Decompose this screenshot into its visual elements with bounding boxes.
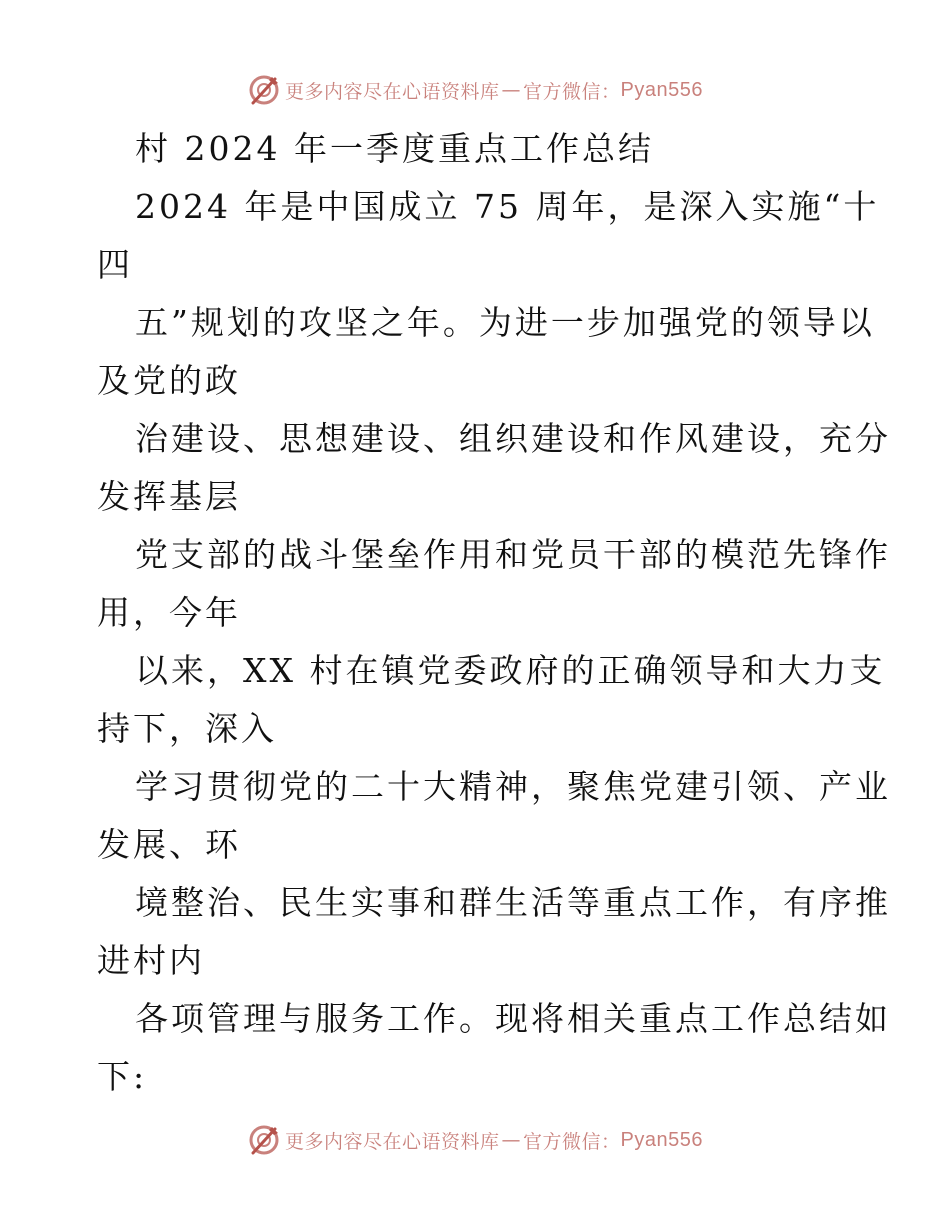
watermark-text: 更多内容尽在心语资料库 — [285, 80, 500, 103]
wechat-id: Pyan556 — [620, 1128, 703, 1151]
text-line: 以来，XX 村在镇党委政府的正确领导和大力支 — [135, 651, 886, 690]
text-line: 发展、环 — [97, 825, 241, 864]
text-line: 发挥基层 — [97, 477, 241, 516]
text-line: 学习贯彻党的二十大精神，聚焦党建引领、产业 — [135, 767, 891, 806]
brush-pen-logo-icon — [247, 73, 281, 107]
text-line: 2024 年是中国成立 75 周年，是深入实施“十 — [135, 187, 880, 226]
brush-pen-logo-icon — [247, 1123, 281, 1157]
text-line: 及党的政 — [97, 361, 241, 400]
text-line: 持下，深入 — [97, 709, 277, 748]
text-line: 四 — [97, 245, 133, 284]
text-line: 境整治、民生实事和群生活等重点工作，有序推 — [135, 883, 891, 922]
header-watermark-banner — [0, 70, 950, 110]
text-line: 各项管理与服务工作。现将相关重点工作总结如 — [135, 999, 891, 1038]
text-line: 进村内 — [97, 941, 205, 980]
text-line: 用，今年 — [97, 593, 241, 632]
watermark-separator: — — [501, 79, 522, 101]
wechat-id: Pyan556 — [620, 78, 703, 101]
wechat-label: 官方微信： — [523, 80, 621, 103]
text-line: 五”规划的攻坚之年。为进一步加强党的领导以 — [135, 303, 875, 342]
watermark-text: 更多内容尽在心语资料库 — [285, 1130, 500, 1153]
document-title: 村 2024 年一季度重点工作总结 — [135, 129, 654, 168]
wechat-label: 官方微信： — [523, 1130, 621, 1153]
footer-watermark-banner — [0, 1120, 950, 1160]
document-body — [97, 120, 891, 1106]
watermark-separator: — — [501, 1129, 522, 1151]
text-line: 党支部的战斗堡垒作用和党员干部的模范先锋作 — [135, 535, 891, 574]
text-line: 下: — [97, 1057, 148, 1096]
text-line: 治建设、思想建设、组织建设和作风建设，充分 — [135, 419, 891, 458]
